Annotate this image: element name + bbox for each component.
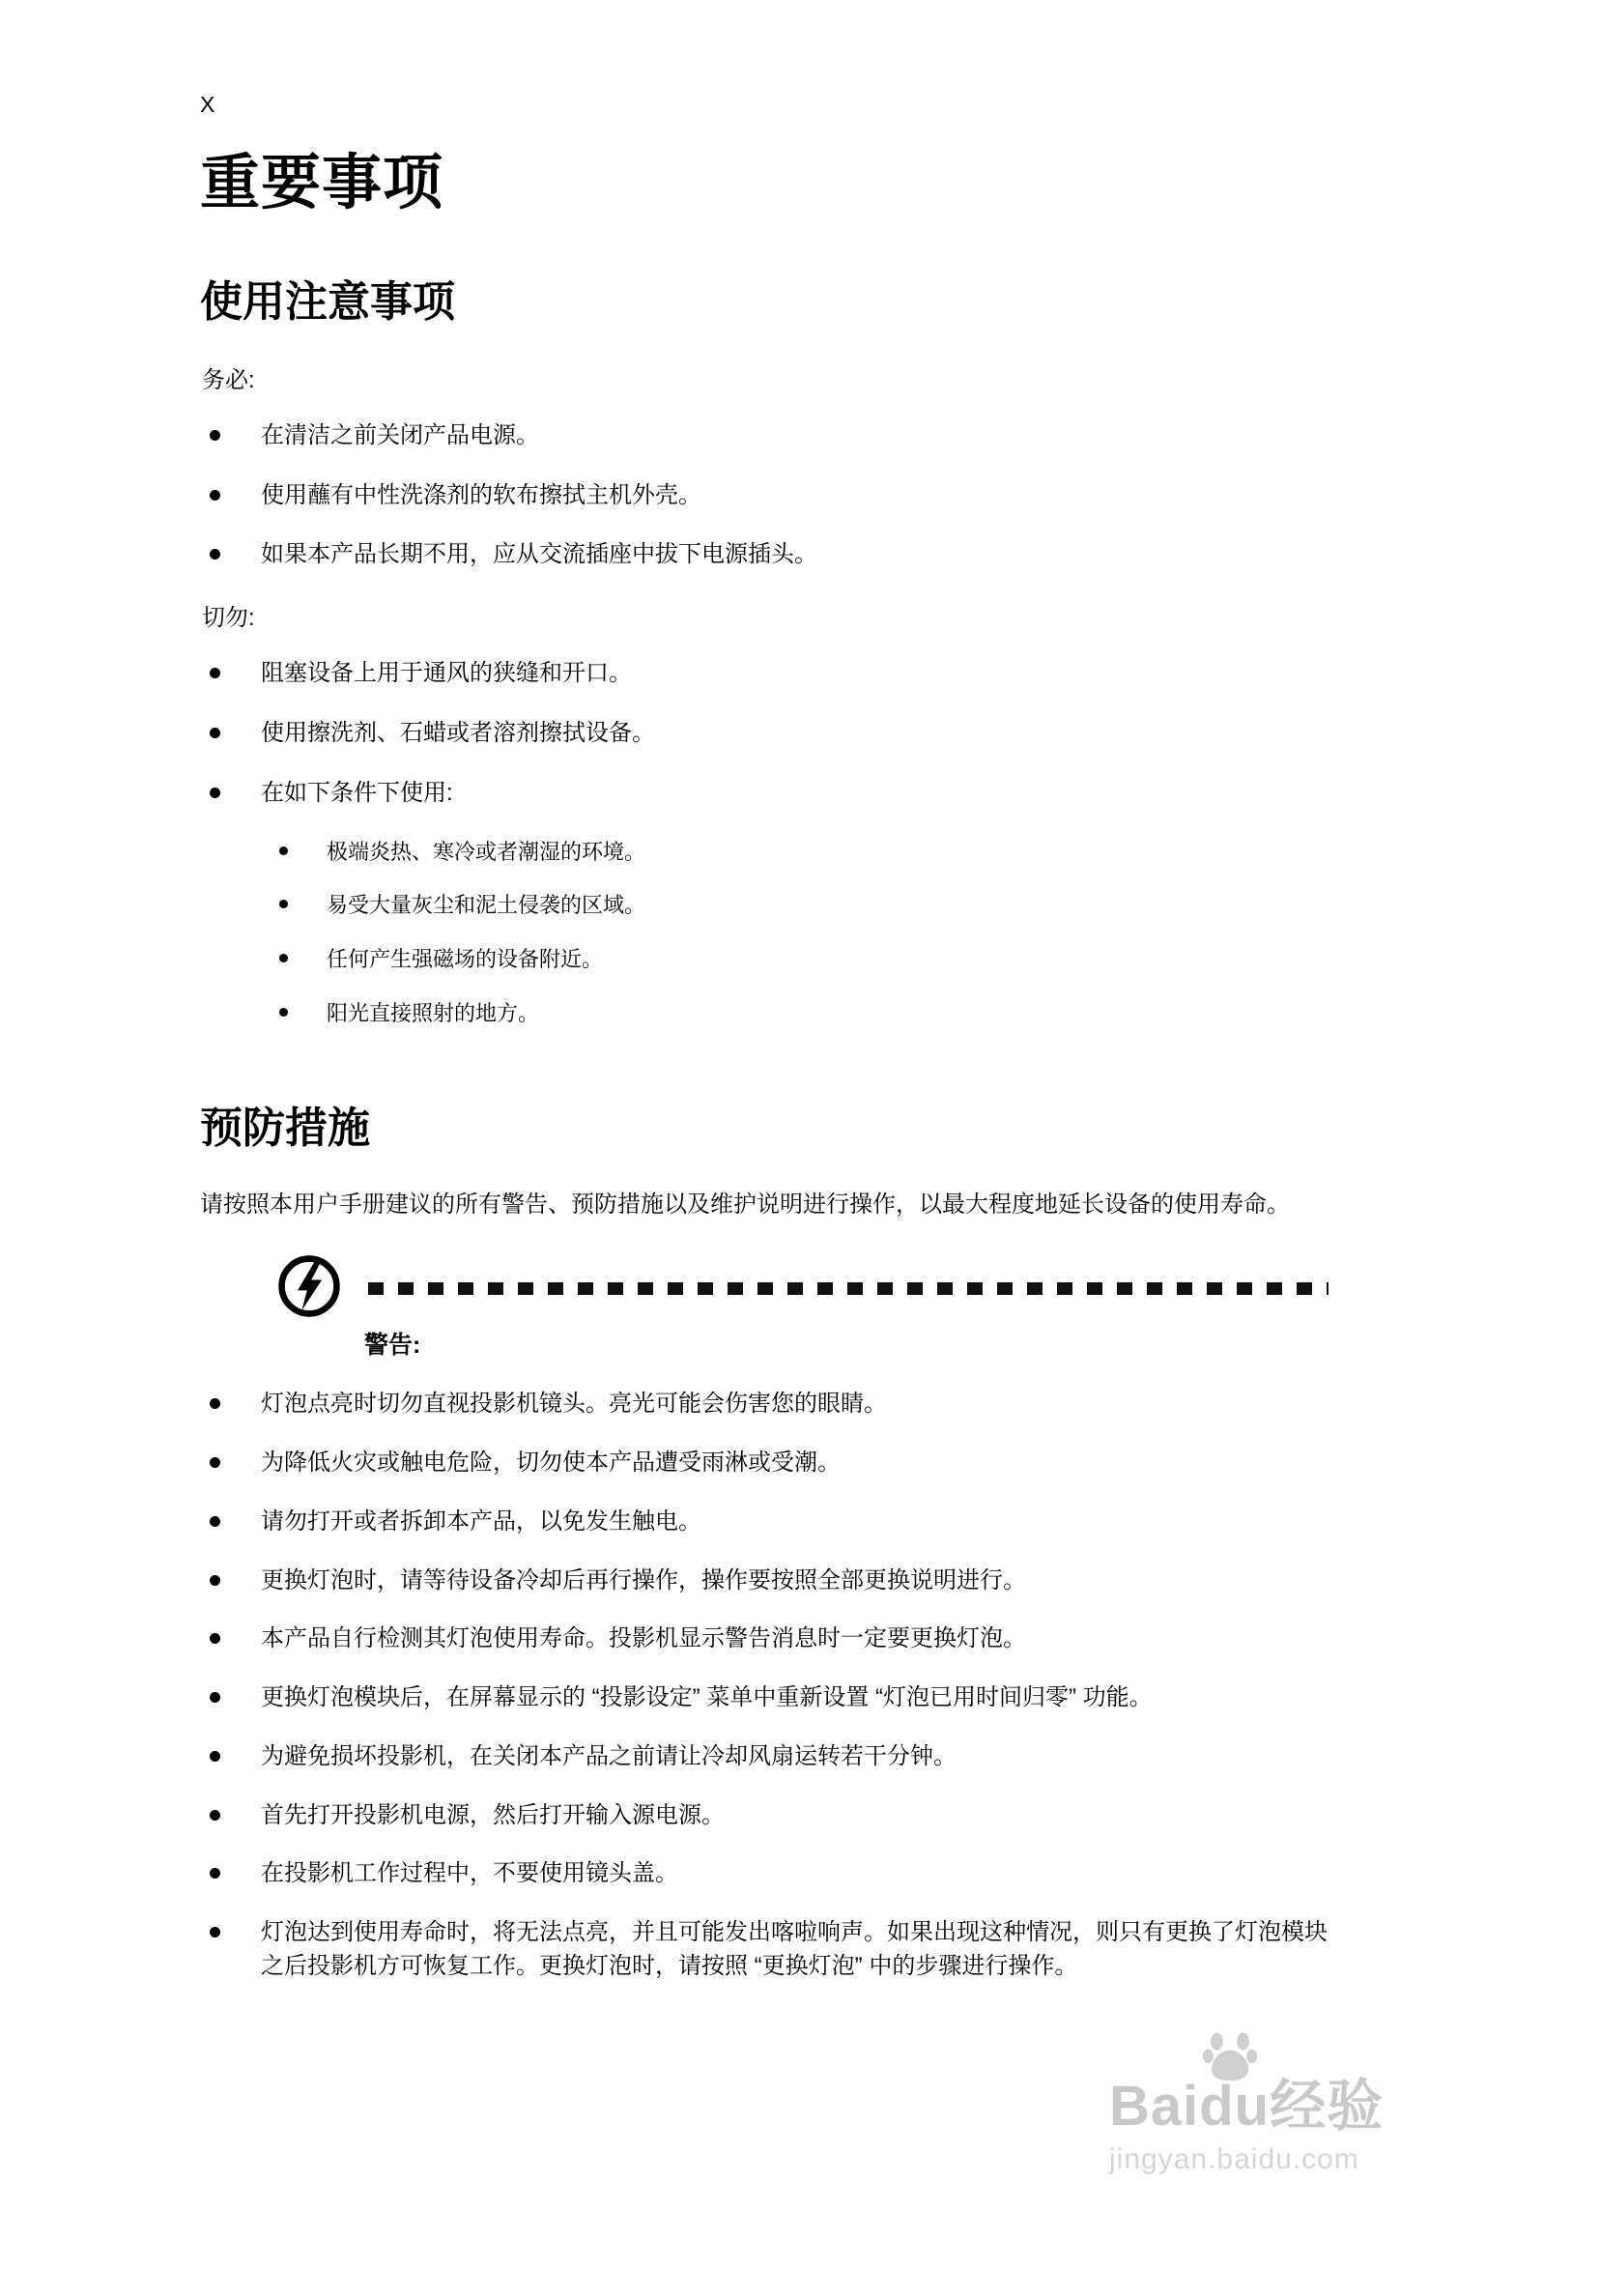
list-item-text: 极端炎热、寒冷或者潮湿的环境。 [327, 839, 646, 864]
list-item [200, 1916, 1329, 1984]
warning-banner [200, 1252, 1329, 1320]
list-item [200, 777, 1329, 811]
warning-list [200, 1388, 1329, 1984]
list-item-text: 阻塞设备上用于通风的狭缝和开口。 [261, 660, 632, 687]
bullet-icon [210, 1633, 220, 1644]
list-item-text: 灯泡达到使用寿命时，将无法点亮，并且可能发出喀啦响声。如果出现这种情况，则只有更换了灯泡模块之后投影机方可恢复工作。更换灯泡时，请按照 “更换灯泡” 中的步骤进行操作。 [261, 1919, 1328, 1980]
bullet-icon [210, 728, 220, 738]
bullet-icon [210, 1810, 220, 1821]
list-item [200, 1740, 1329, 1774]
list-item-text: 更换灯泡模块后，在屏幕显示的 “投影设定” 菜单中重新设置 “灯泡已用时间归零” 功能。 [261, 1684, 1153, 1711]
list-item-text: 如果本产品长期不用，应从交流插座中拔下电源插头。 [261, 541, 817, 568]
precautions-intro: 请按照本用户手册建议的所有警告、预防措施以及维护说明进行操作，以最大程度地延长设备的使用寿命。 [200, 1191, 1290, 1218]
do-list [200, 419, 1329, 572]
bullet-icon [279, 847, 288, 855]
list-item-text: 任何产生强磁场的设备附近。 [327, 947, 604, 972]
sub-list-item [270, 998, 1329, 1029]
dont-label: 切勿: [202, 605, 255, 632]
dont-sub-list [200, 837, 1329, 1030]
bullet-icon [210, 1575, 220, 1586]
list-item-text: 在清洁之前关闭产品电源。 [261, 421, 539, 448]
bullet-icon [279, 900, 288, 908]
bullet-icon [210, 1868, 220, 1879]
list-item-text: 本产品自行检测其灯泡使用寿命。投影机显示警告消息时一定要更换灯泡。 [261, 1625, 1026, 1652]
list-item [200, 419, 1329, 453]
bullet-icon [210, 1751, 220, 1762]
bullet-icon [210, 1457, 220, 1468]
watermark-url: jingyan.baidu.com [1109, 2142, 1359, 2175]
list-item [200, 717, 1329, 751]
list-item [200, 1506, 1329, 1539]
bullet-icon [210, 549, 220, 560]
list-item-text: 阳光直接照射的地方。 [327, 1001, 540, 1026]
sub-list-item [270, 837, 1329, 868]
dont-list [200, 657, 1329, 1029]
list-item-text: 更换灯泡时，请等待设备冷却后再行操作，操作要按照全部更换说明进行。 [261, 1566, 1026, 1593]
list-item-text: 灯泡点亮时切勿直视投影机镜头。亮光可能会伤害您的眼睛。 [261, 1391, 887, 1418]
bullet-icon [210, 1398, 220, 1409]
section-heading-precautions: 预防措施 [200, 1105, 370, 1153]
list-item-text: 在如下条件下使用: [261, 779, 453, 806]
bullet-icon [210, 1692, 220, 1703]
watermark-brand-suffix: 经验 [1270, 2075, 1385, 2138]
list-item-text: 易受大量灰尘和泥土侵袭的区域。 [327, 893, 646, 918]
list-item [200, 1564, 1329, 1598]
bullet-icon [210, 490, 220, 501]
baidu-jingyan-watermark [1109, 2027, 1457, 2176]
list-item [200, 538, 1329, 572]
list-item-text: 首先打开投影机电源，然后打开输入源电源。 [261, 1801, 725, 1828]
sub-list-item [270, 890, 1329, 921]
list-item [200, 1447, 1329, 1480]
list-item-text: 在投影机工作过程中，不要使用镜头盖。 [261, 1860, 678, 1887]
bullet-icon [279, 954, 288, 962]
list-item-text: 为避免损坏投影机，在关闭本产品之前请让冷却风扇运转若干分钟。 [261, 1742, 957, 1769]
page-number-marker: X [200, 92, 215, 117]
list-item [200, 1857, 1329, 1891]
list-item [200, 1799, 1329, 1833]
list-item [200, 1622, 1329, 1656]
bullet-icon [210, 1927, 220, 1937]
warning-label: 警告: [364, 1332, 421, 1360]
list-item [200, 1681, 1329, 1715]
bullet-icon [210, 430, 220, 441]
list-item-text: 请勿打开或者拆卸本产品，以免发生触电。 [261, 1507, 701, 1535]
list-item [200, 657, 1329, 691]
bullet-icon [210, 788, 220, 798]
section-heading-usage-notes: 使用注意事项 [200, 278, 455, 327]
bullet-icon [279, 1008, 288, 1017]
list-item-text: 为降低火灾或触电危险，切勿使本产品遭受雨淋或受潮。 [261, 1449, 841, 1476]
page-title: 重要事项 [200, 150, 444, 216]
list-item [200, 1388, 1329, 1421]
sub-list-item [270, 944, 1329, 975]
warning-lightning-icon [275, 1252, 343, 1320]
bullet-icon [210, 668, 220, 678]
bullet-icon [210, 1516, 220, 1527]
watermark-brand [1109, 2076, 1457, 2138]
dashed-divider [368, 1282, 1329, 1295]
do-label: 务必: [202, 366, 255, 393]
list-item-text: 使用擦洗剂、石蜡或者溶剂擦拭设备。 [261, 719, 655, 746]
list-item-text: 使用蘸有中性洗涤剂的软布擦拭主机外壳。 [261, 481, 701, 508]
list-item [200, 479, 1329, 513]
watermark-brand-baidu: Baidu [1109, 2075, 1271, 2138]
